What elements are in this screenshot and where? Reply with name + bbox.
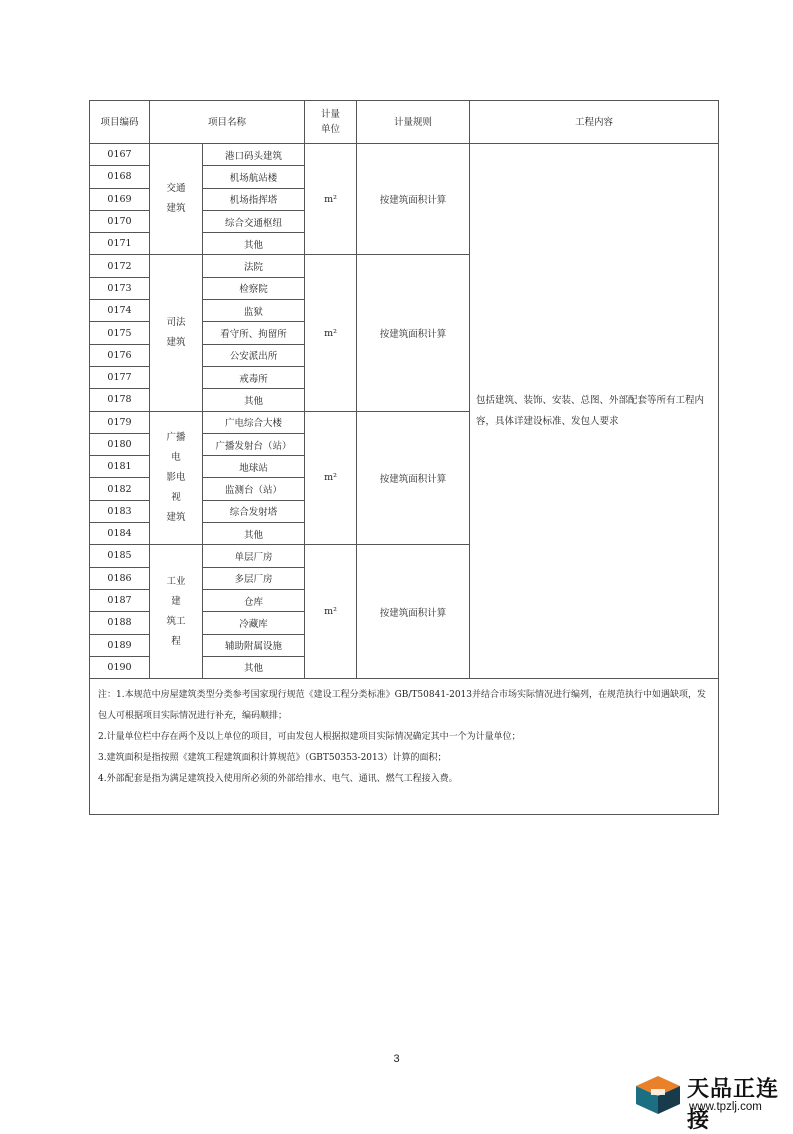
group-name bbox=[150, 411, 203, 545]
unit-cell: m² bbox=[305, 411, 357, 545]
item-code: 0180 bbox=[90, 433, 150, 455]
item-code: 0181 bbox=[90, 456, 150, 478]
logo-title: 天品正连接 bbox=[687, 1077, 780, 1133]
note-line: 4.外部配套是指为满足建筑投入使用所必须的外部给排水、电气、通讯、燃气工程接入费。 bbox=[98, 774, 458, 785]
group-name bbox=[150, 545, 203, 679]
item-code: 0168 bbox=[90, 166, 150, 188]
item-name: 综合交通枢纽 bbox=[203, 210, 305, 232]
item-code: 0176 bbox=[90, 344, 150, 366]
table-row bbox=[90, 144, 719, 166]
classification-table bbox=[89, 100, 719, 815]
tpzlj-cube-logo-icon bbox=[634, 1074, 682, 1116]
header-code: 项目编码 bbox=[90, 101, 150, 144]
item-code: 0182 bbox=[90, 478, 150, 500]
logo-notch bbox=[651, 1089, 665, 1095]
item-code: 0189 bbox=[90, 634, 150, 656]
brand-logo bbox=[634, 1071, 784, 1133]
item-name: 机场指挥塔 bbox=[203, 188, 305, 210]
group-name-line: 司法 bbox=[166, 317, 186, 329]
header-unit bbox=[305, 101, 357, 144]
item-name: 广电综合大楼 bbox=[203, 411, 305, 433]
unit-cell: m² bbox=[305, 144, 357, 255]
item-code: 0172 bbox=[90, 255, 150, 277]
header-name: 项目名称 bbox=[150, 101, 305, 144]
header-unit-line2: 单位 bbox=[321, 124, 341, 135]
item-code: 0167 bbox=[90, 144, 150, 166]
group-name-line: 广播电 bbox=[166, 431, 186, 463]
item-name: 监狱 bbox=[203, 300, 305, 322]
item-name: 港口码头建筑 bbox=[203, 144, 305, 166]
item-name: 戒毒所 bbox=[203, 366, 305, 388]
group-name bbox=[150, 144, 203, 255]
item-name: 广播发射台（站） bbox=[203, 433, 305, 455]
page-number: 3 bbox=[393, 1053, 400, 1065]
item-code: 0183 bbox=[90, 500, 150, 522]
item-code: 0179 bbox=[90, 411, 150, 433]
item-code: 0173 bbox=[90, 277, 150, 299]
item-name: 看守所、拘留所 bbox=[203, 322, 305, 344]
group-name-line: 工业建 bbox=[166, 575, 186, 607]
group-name-line: 影电视 bbox=[166, 471, 186, 503]
item-name: 多层厂房 bbox=[203, 567, 305, 589]
group-name-line: 建筑 bbox=[166, 337, 186, 349]
item-code: 0190 bbox=[90, 656, 150, 678]
group-name-line: 建筑 bbox=[166, 203, 186, 215]
item-name: 其他 bbox=[203, 389, 305, 411]
group-name-line: 建筑 bbox=[166, 511, 186, 523]
item-name: 监测台（站） bbox=[203, 478, 305, 500]
item-name: 法院 bbox=[203, 255, 305, 277]
table-header-row bbox=[90, 101, 719, 144]
rule-cell: 按建筑面积计算 bbox=[357, 144, 470, 255]
header-rule: 计量规则 bbox=[357, 101, 470, 144]
item-name: 辅助附属设施 bbox=[203, 634, 305, 656]
notes-row bbox=[90, 679, 719, 815]
item-name: 单层厂房 bbox=[203, 545, 305, 567]
item-code: 0186 bbox=[90, 567, 150, 589]
item-name: 地球站 bbox=[203, 456, 305, 478]
header-content: 工程内容 bbox=[470, 101, 719, 144]
item-code: 0178 bbox=[90, 389, 150, 411]
group-name bbox=[150, 255, 203, 411]
item-name: 其他 bbox=[203, 656, 305, 678]
item-code: 0187 bbox=[90, 589, 150, 611]
item-name: 其他 bbox=[203, 233, 305, 255]
item-name: 机场航站楼 bbox=[203, 166, 305, 188]
group-name-line: 交通 bbox=[166, 183, 186, 195]
logo-url: www.tpzlj.com bbox=[689, 1101, 762, 1113]
group-name-line: 筑工程 bbox=[166, 615, 186, 647]
item-code: 0188 bbox=[90, 612, 150, 634]
note-line: 2.计量单位栏中存在两个及以上单位的项目，可由发包人根据拟建项目实际情况确定其中一个为计量单位； bbox=[98, 732, 521, 743]
content-cell: 包括建筑、装饰、安装、总图、外部配套等所有工程内容，具体详建设标准、发包人要求 bbox=[470, 144, 719, 679]
item-name: 冷藏库 bbox=[203, 612, 305, 634]
item-name: 其他 bbox=[203, 523, 305, 545]
notes-cell bbox=[90, 679, 719, 815]
note-line: 注：1.本规范中房屋建筑类型分类参考国家现行规范《建设工程分类标准》GB/T50841-2013并结合市场实际情况进行编列，在规范执行中如遇缺项，发包人可根据项目实际情况进行补充，编码顺排； bbox=[98, 690, 707, 722]
item-name: 仓库 bbox=[203, 589, 305, 611]
item-code: 0169 bbox=[90, 188, 150, 210]
note-line: 3.建筑面积是指按照《建筑工程建筑面积计算规范》（GBT50353-2013）计算的面积； bbox=[98, 753, 447, 764]
item-name: 检察院 bbox=[203, 277, 305, 299]
item-code: 0177 bbox=[90, 366, 150, 388]
item-code: 0174 bbox=[90, 300, 150, 322]
item-name: 公安派出所 bbox=[203, 344, 305, 366]
table-body bbox=[90, 144, 719, 815]
item-name: 综合发射塔 bbox=[203, 500, 305, 522]
item-code: 0170 bbox=[90, 210, 150, 232]
item-code: 0171 bbox=[90, 233, 150, 255]
item-code: 0185 bbox=[90, 545, 150, 567]
unit-cell: m² bbox=[305, 545, 357, 679]
unit-cell: m² bbox=[305, 255, 357, 411]
rule-cell: 按建筑面积计算 bbox=[357, 411, 470, 545]
item-code: 0184 bbox=[90, 523, 150, 545]
item-code: 0175 bbox=[90, 322, 150, 344]
rule-cell: 按建筑面积计算 bbox=[357, 545, 470, 679]
rule-cell: 按建筑面积计算 bbox=[357, 255, 470, 411]
header-unit-line1: 计量 bbox=[321, 109, 341, 120]
